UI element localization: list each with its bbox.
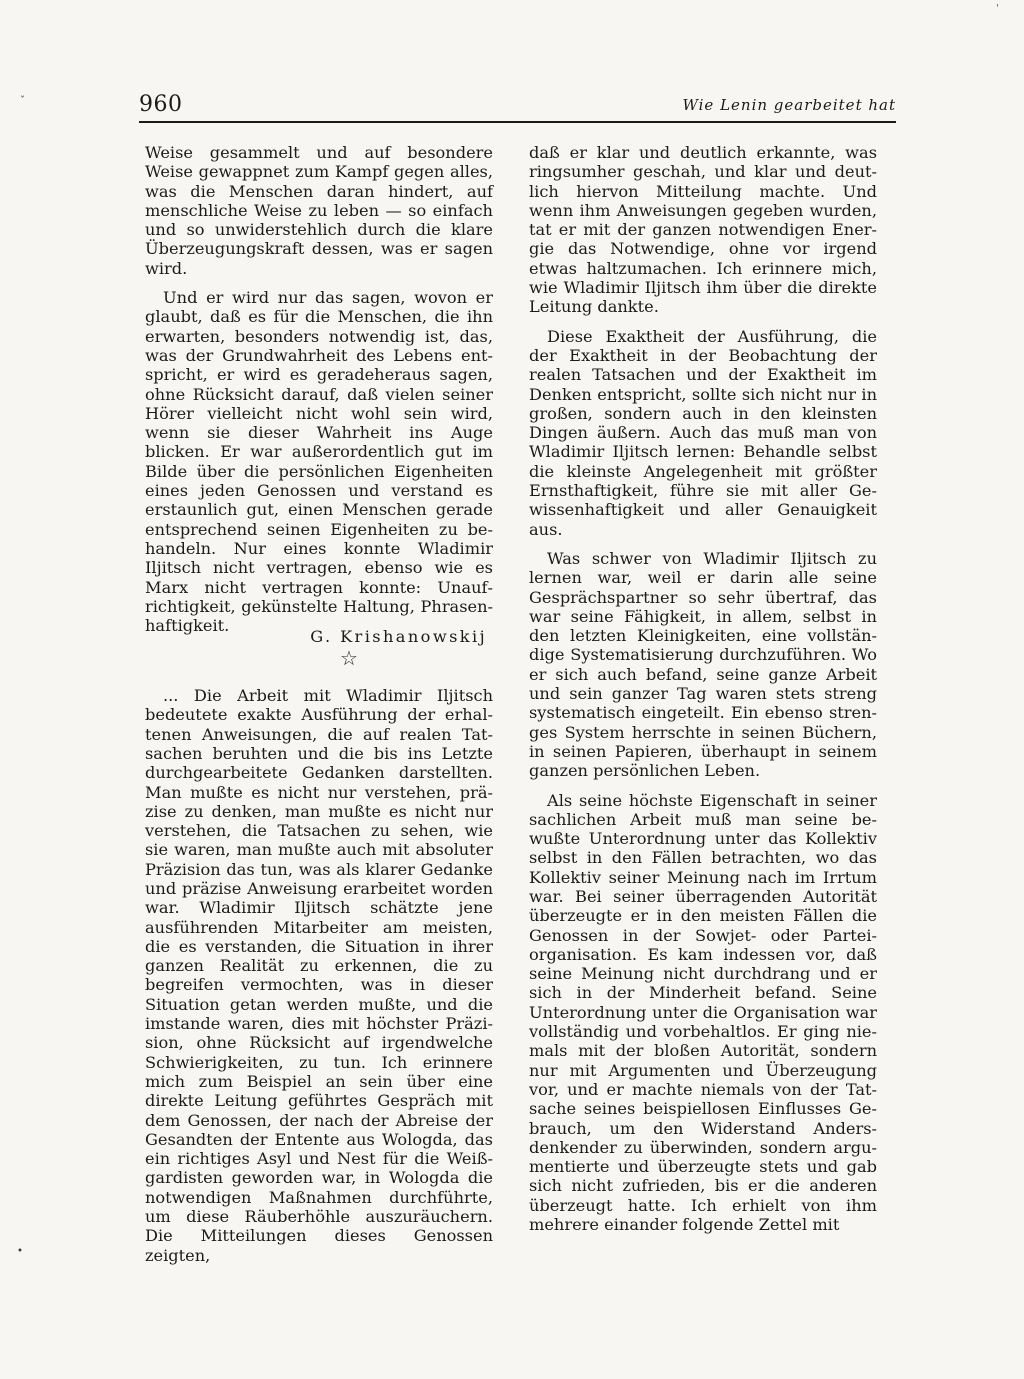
right-column [529, 143, 877, 1244]
corner-mark: ˈ [996, 4, 999, 15]
paragraph: Und er wird nur das sagen, wovon er glaubt, daß es für die Menschen, die ihn erwarten, besonders notwendig ist, das, was der Grundwahrheit des Lebens entspricht, er wird es geradeheraus sagen, ohne Rücksicht darauf, daß vielen seiner Hörer vielleicht nicht wohl sein wird, wenn sie dieser Wahrheit ins Auge blicken. Er war außerordentlich gut im Bilde über die persönlichen Eigenheiten eines jeden Genossen und verstand es erstaunlich gut, einen Menschen gerade entsprechend seinen Eigenheiten zu behandeln. Nur eines konnte Wladimir Iljitsch nicht vertragen, ebenso wie es Marx nicht vertragen konnte: Unaufrichtigkeit, gekünstelte Haltung, Phrasenhaftigkeit. [145, 288, 493, 636]
paragraph: Weise gesammelt und auf besondere Weise gewappnet zum Kampf gegen alles, was die Menschen daran hindert, auf menschliche Weise zu leben — so einfach und so unwiderstehlich durch die klare Überzeugungskraft dessen, was er sagen wird. [145, 143, 493, 278]
paragraph: ... Die Arbeit mit Wladimir Iljitsch bedeutete exakte Ausführung der erhaltenen Anweisungen, die auf realen Tatsachen beruhten und die bis ins Letzte durchgearbeitete Gedanken darstellten. Man mußte es nicht nur verstehen, präzise zu denken, man mußte es nicht nur verstehen, die Tatsachen zu sehen, wie sie waren, man mußte auch mit absoluter Präzision das tun, was als klarer Gedanke und präzise Anweisung erarbeitet worden war. Wladimir Iljitsch schätzte jene ausführenden Mitarbeiter am meisten, die es verstanden, die Situation in ihrer ganzen Realität zu erkennen, die zu begreifen vermochten, was in dieser Situation getan werden mußte, und die imstande waren, dies mit höchster Präzision, ohne Rücksicht auf irgendwelche Schwierigkeiten, zu tun. Ich erinnere mich zum Beispiel an sein über eine direkte Leitung geführtes Gespräch mit dem Genossen, der nach der Abreise der Gesandten der Entente aus Wologda, das ein richtiges Asyl und Nest für die Weißgardisten geworden war, in Wologda die notwendigen Maßnahmen durchführte, um diese Räuberhöhle auszuräuchern. Die Mitteilungen dieses Genossen zeigten, [145, 686, 493, 1265]
star-separator-icon: ☆ [340, 645, 358, 670]
margin-dot: • [17, 1246, 23, 1257]
header-rule [139, 121, 896, 123]
author-signature: G. Krishanowskij [310, 627, 487, 647]
running-title: Wie Lenin gearbeitet hat [682, 96, 896, 114]
paragraph: Was schwer von Wladimir Iljitsch zu lernen war, weil er darin alle seine Gesprächspartner so sehr übertraf, das war seine Fähigkeit, in allem, selbst in den letzten Kleinigkeiten, eine vollständige Systematisierung durchzuführen. Wo er sich auch befand, seine ganze Arbeit und sein ganzer Tag waren stets streng systematisch eingeteilt. Ein ebenso strenges System herrschte in seinen Büchern, in seinen Papieren, überhaupt in seinem ganzen persönlichen Leben. [529, 548, 877, 781]
paragraph: Als seine höchste Eigenschaft in seiner sachlichen Arbeit muß man seine bewußte Unterordnung unter das Kollektiv selbst in den Fällen betrachten, wo das Kollektiv seiner Meinung nach im Irrtum war. Bei seiner überragenden Autorität überzeugte er in den meisten Fällen die Genossen in der Sowjet- oder Parteiorganisation. Es kam indessen vor, daß seine Meinung nicht durchdrang und er sich in der Minderheit befand. Seine Unterordnung unter die Organisation war vollständig und vorbehaltlos. Er ging niemals mit der bloßen Autorität, sondern nur mit Argumenten und Überzeugung vor, und er machte niemals von der Tatsache seines beispiellosen Einflusses Gebrauch, um den Widerstand Andersdenkender zu überwinden, sondern argumentierte und überzeugte stets und gab sich nicht zufrieden, bis er die anderen überzeugt hatte. Ich erhielt von ihm mehrere einander folgende Zettel mit [529, 790, 877, 1235]
margin-mark: ˇ [20, 96, 25, 107]
page-number: 960 [139, 92, 183, 117]
left-column [145, 143, 493, 1275]
paragraph: daß er klar und deutlich erkannte, was ringsumher geschah, und klar und deutlich hiervon Mitteilung machte. Und wenn ihm Anweisungen gegeben wurden, tat er mit der ganzen notwendigen Energie das Notwendige, ohne vor irgend etwas haltzumachen. Ich erinnere mich, wie Wladimir Iljitsch ihm über die direkte Leitung dankte. [529, 143, 877, 317]
paragraph: Diese Exaktheit der Ausführung, die der Exaktheit in der Beobachtung der realen Tatsachen und der Exaktheit im Denken entspricht, sollte sich nicht nur in großen, sondern auch in den kleinsten Dingen äußern. Auch das muß man von Wladimir Iljitsch lernen: Behandle selbst die kleinste Angelegenheit mit größter Ernsthaftigkeit, führe sie mit aller Gewissenhaftigkeit und aller Genauigkeit aus. [529, 326, 877, 539]
